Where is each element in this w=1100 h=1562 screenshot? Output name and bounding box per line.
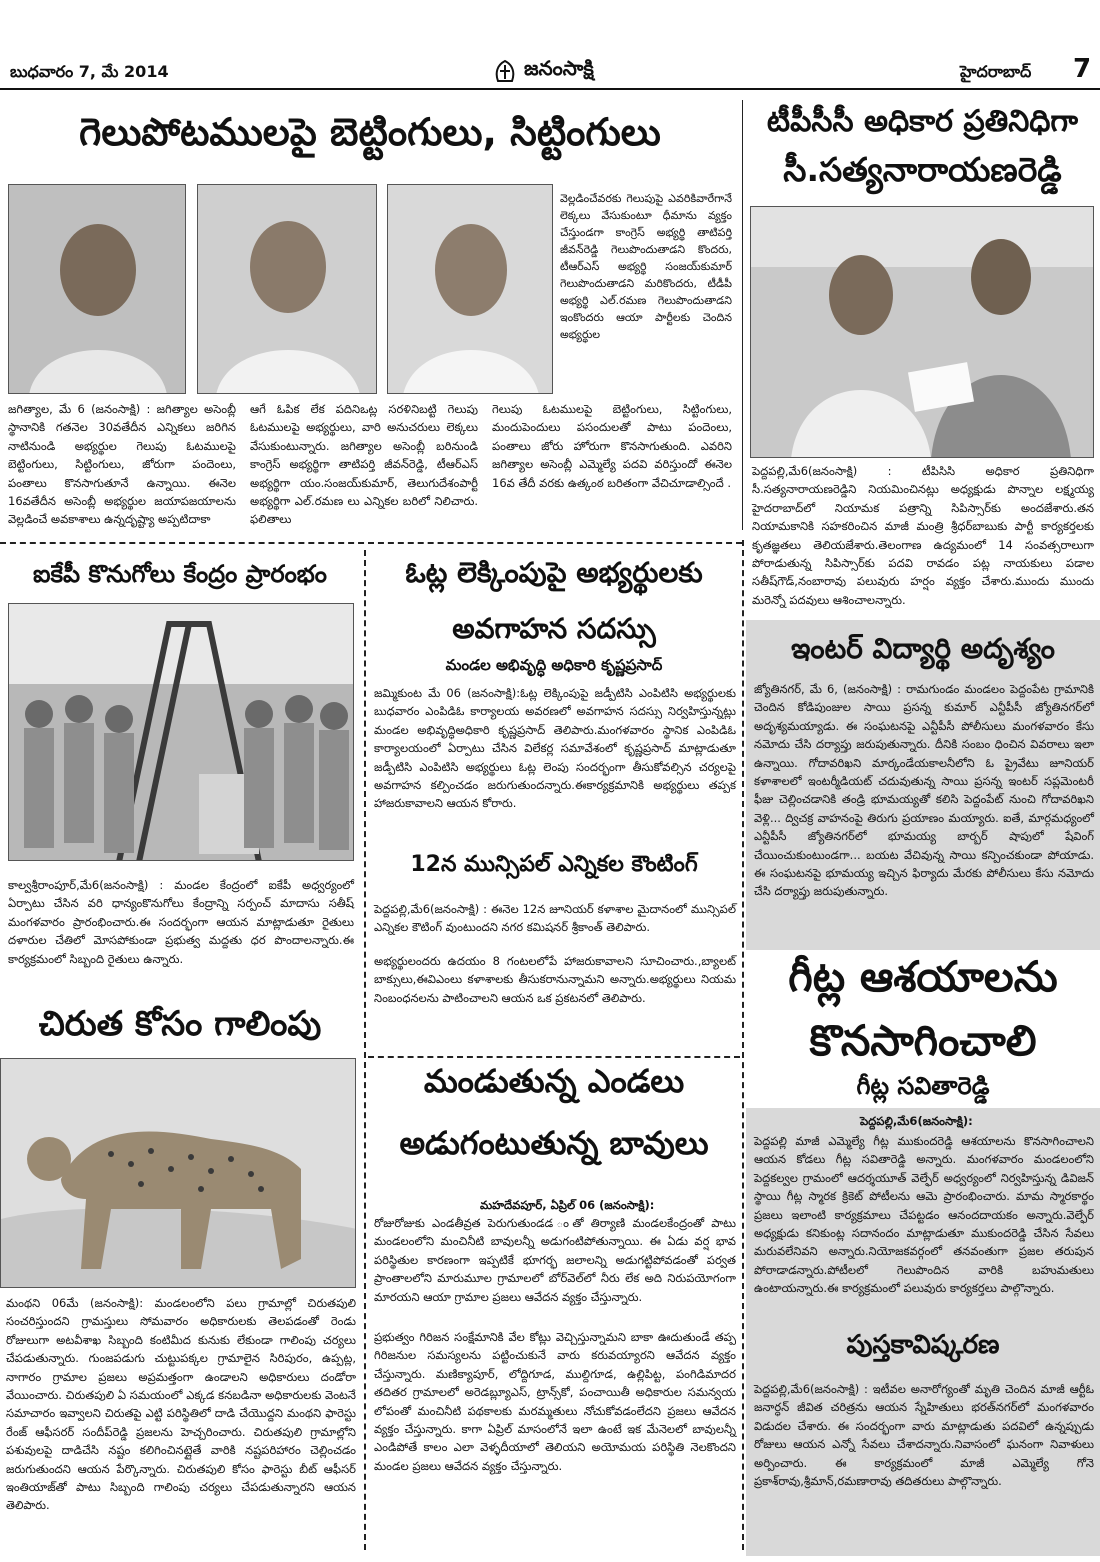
paper-name: జనంసాక్షి [524,56,594,80]
a9-body: పెద్దపల్లి మాజీ ఎమ్మెల్యే గీట్ల ముకుందరెడ్డి ఆశయాలను కొనసాగించాలని ఆయన కోడలు గీట్ల సవితారెడ్డి అన్నారు. మంగళవారం మండలంలోని పెద్దకల్వల గ్రామంలో ఆదర్శయూత్ వెల్ఫేర్ అధ్వర్యంలో నిర్వహిస్తున్న డివిజన్ స్థాయి గీట్ల స్మారక క్రికెట్ పోటీలను ఆమె ప్రారంభించారు. మామ స్మారకార్థం ప్రజలు ఇలాంటి కార్యక్రమాలు చేపట్టడం ఆనందదాయకం అన్నారు.వెల్ఫేర్ అధ్యక్షుడు కనికుంట్ల సదానందం మాట్లాడుతూ ముకుందరెడ్డి చేసిన సేవలు మరువలేనివని అన్నారు.నియోజకవర్గంలో తనవంతుగా ప్రజల తరుపున పోరాడాడన్నారు.పోటీలలో గెలుపొందిన వారికి బహుమతులు ఉంటాయన్నారు.ఈ కార్యక్రమంలో పలువురు కార్యకర్తలు పాల్గొన్నారు. [754,1134,1094,1296]
a7-body-2: ప్రభుత్వం గిరిజన సంక్షేమానికి వేల కోట్లు వెచ్చిస్తున్నామని బాకా ఊదుతుండే తప్ప గిరిజనుల సమస్యలను పట్టించుకునే వారు కరువయ్యారని ఆవేదన వ్యక్తం చేస్తున్నారు. మణిక్యాపూర్, లోద్దిగూడ, ముల్దిగూడ, ఉల్లిపిట్ట, పంగిడిమాదర తదితర గ్రామాలలో అరెడబ్ల్యూఎస్, ట్రాన్స్‌కో, పంచాయితీ అధికారుల సమన్వయ లోపంతో మంచినీటి పథకాలకు మరమ్మతులు నోచుకోవడంలేదని ప్రజలు ఆవేదన వ్యక్తం చేస్తున్నారు. కాగా ఏప్రిల్ మాసంలోనే ఇలా ఉంటే ఇక మేనెలలో బావులన్నీ ఎండిపోతే కాలం ఎలా వెళ్ళదీయాలో తెలియని అయోమయ పరిస్థితి నెలకొందని మండల ప్రజలు ఆవేదన వ్యక్తం చేస్తున్నారు. [374,1330,736,1473]
a7-headline-line-1: మండుతున్న ఎండలు [423,1062,685,1100]
a1-photo-3 [387,184,553,394]
page-number: 7 [1073,54,1092,84]
issue-date: బుధవారం 7, మే 2014 [10,62,169,81]
a1-column-1: జగిత్యాల, మే 6 (జనంసాక్షి) : జగిత్యాల అసెంబ్లీ స్థానానికి గతనెల 30వతేదీన ఎన్నికలు జరిగిన నాటినుండి అభ్యర్థుల గెలుపు ఓటములపై బెట్టింగులు, సిట్టింగులు, జోరుగా పందెంలు, పంతాలు కొనసాగుతూనే ఉన్నాయి. ఈనెల 16వతేదీన అసెంబ్లీ అభ్యర్థుల జయాపజయాలను వెల్లడించే అవకాశాలు ఉన్నదృష్ట్యా అప్పటిదాకా [8,402,236,527]
a8-body: జ్యోతినగర్, మే 6, (జనంసాక్షి) : రామగుండం మండలం పెద్దంపేట గ్రామానికి చెందిన కోడిపుంజుల సాయి ప్రసన్న కుమార్ ఎన్టీపీసీ జ్యోతినగర్‌లో అదృశ్యమయ్యాడు. ఈ సంఘటనపై ఎన్టీపీసీ పోలీసులు మంగళవారం కేసు నమోదు చేసి దర్యాప్తు జరుపుతున్నారు. దీనికి సంబం ధించిన వివరాలు ఇలా ఉన్నాయి. గోదావరిఖని మార్కండేయకాలనీలోని ఓ ప్రైవేటు జూనియర్ కళాశాలలో ఇంటర్మీడియట్ చదువుతున్న సాయి ప్రసన్న ఇంటర్ సప్లమెంటరీ ఫీజు చెల్లించడానికి తండ్రి భూమయ్యతో కలిసి పెద్దంపేట్ నుంచి గోదావరిఖని వెళ్లి... ద్విచక్ర వాహనంపై తిరుగు ప్రయాణం మయ్యారు. ఐతే, మార్గమధ్యంలో ఎన్టీపీసీ జ్యోతినగర్‌లో భూమయ్య బార్బర్ షాపులో షేవింగ్ చేయించుకుంటుండగా... బయట వేచివున్న సాయి కన్పించకుండా పోయాడు. ఈ సంఘటనపై భూమయ్య ఇచ్చిన ఫిర్యాదు మేరకు పోలీసులు కేసు నమోదు చేసి దర్యాప్తు జరుపుతున్నారు. [754,682,1094,899]
a2-headline-line-1: టీపీసీసీ అధికార ప్రతినిధిగా [766,104,1079,139]
section-divider-middle [368,1056,740,1058]
a9-subheadline: గీట్ల సవితారెడ్డి [856,1072,990,1100]
a1-photo-2 [197,184,377,394]
section-divider-top [0,542,742,544]
a4-body: మంథని 06మే (జనంసాక్షి): మండలంలోని పలు గ్రామాల్లో చిరుతపులి సంచరిస్తుందని గ్రామస్తులు సోమవారం అధికారులకు తెలపడంతో రెండు రోజులుగా అటవీశాఖ సిబ్బంది కంటిమీద కునుకు లేకుండా గాలింపు చర్యలు చేపడుతున్నారు. గుంజపడుగు చుట్టుపక్కల గ్రామాలైన సిరిపురం, ఉప్పట్ల, నాగారం గ్రామాల ప్రజలు అప్రమత్తంగా ఉండాలని అధికారులు దండోరా వేయించారు. చిరుతపులి ఏ సమయంలో ఎక్కడ కనబడినా అధికారులకు వెంటనే సమాచారం ఇవ్వాలని చిరుతపై ఎట్టి పరిస్థితిలో దాడి చేయొద్దని మంథని ఫారెస్టు రేంజ్ ఆఫీసరర్ సందీప్‌రెడ్డి ప్రజలను హెచ్చరించారు. చిరుతపులి గ్రామాల్లోని పశువులపై దాడిచేసి నష్టం కలిగించినట్లైతే వారికి నష్టపరిహారం చెల్లించడం జరుగుతుందని ఆయన పేర్కొన్నారు. చిరుతపులి కోసం ఫారెస్టు బీట్ ఆఫీసర్ ఇంతియాజ్‌తో పాటు సిబ్బంది గాలింపు చర్యలు చేపడుతున్నారని ఆయన తెలిపారు. [6,1296,356,1513]
a4-photo [0,1058,356,1288]
a10-headline: పుస్తకావిష్కరణ [846,1330,1000,1360]
masthead-logo-icon [492,59,518,83]
a5-headline-line-1: ఓట్ల లెక్కింపుపై అభ్యర్థులకు [405,556,703,589]
a2-headline-line-2: సీ.సత్యనారాయణరెడ్డి [783,150,1062,189]
a9-dateline: పెద్దపల్లి,మే6(జనంసాక్షి): [860,1114,973,1128]
a1-headline: గెలుపోటములపై బెట్టింగులు, సిట్టింగులు [79,110,661,154]
a1-column-2: ఆగే ఓపిక లేక పదినిఒట్ల సరళినిబట్టి గెలుపు ఓటములపై అభ్యర్థులు, వారి అనుచరులు లెక్కలు వేసుకుంటున్నారు. జగిత్యాల అసెంబ్లీ బరినుండి కాంగ్రెస్ అభ్యర్థిగా తాటిపర్తి జీవన్‌రెడ్డి, టీఆర్‌ఎస్ అభ్యర్థిగా యం.సంజయ్‌కుమార్, తెలుగుదేశంపార్టీ అభ్యర్థిగా ఎల్.రమణ లు ఎన్నికల బరిలో నిలిచారు. ఫలితాలు [250,402,478,527]
a1-column-3: గెలుపు ఓటములపై బెట్టింగులు, సిట్టింగులు, మందుపెందులు పసందులతో పాటు పందెంలు, పంతాలు జోరు హోరుగా కొనసాగుతుంది. ఎవరిని జగిత్యాల అసెంబ్లీ ఎమ్మెల్యే పదవి వరిస్తుందో ఈనెల 16వ తేదీ వరకు ఉత్కంఠ బరితంగా వేచిచూడాల్సిందే . [492,402,732,490]
masthead [492,56,594,85]
a3-body: కాల్వశ్రీరాంపూర్,మే6(జనంసాక్షి) : మండల కేంద్రంలో ఐకేపీ అధ్వర్యంలో ఏర్పాటు చేసిన వరి ధాన్యంకొనుగోలు కేంద్రాన్ని సర్పంచ్ మాదాసు సతీష్ మంగళవారం ప్రారంభించారు.ఈ సందర్భంగా ఆయన మాట్లాడుతూ రైతులు దళారుల చేతిలో మోసపోకుండా ప్రభుత్వ మద్దతు ధర పొందాలన్నారు.ఈ కార్యక్రమంలో సిబ్బంది రైతులు ఉన్నారు. [8,878,354,966]
a9-headline-line-1: గీట్ల ఆశయాలను [788,952,1058,1001]
a6-body-2: అభ్యర్థులందరు ఉదయం 8 గంటలలోపే హాజరుకావాలని సూచించారు.,బ్యాలట్ బాక్సులు,ఈవిఎంలు కళాశాలకు తీసుకరానున్నామని అన్నారు.అభ్యర్థులు నియమ నింబంధనలను పాటించాలని ఆయన ఒక ప్రకటనలో తెలిపారు. [374,954,736,1005]
a5-headline-line-2: అవగాహన సదస్సు [452,612,656,645]
a1-side-text: వెల్లడించేవరకు గెలుపుపై ఎవరికివారేగానే లెక్కలు వేసుకుంటూ ధీమాను వ్యక్తం చేస్తుండగా కాంగ్రెస్ అభ్యర్థి తాటిపర్తి జీవన్‌రెడ్డి గెలుపొందుతాడని కొందరు, టీఆర్‌ఎస్ అభ్యర్థి సంజయ్‌కుమార్ గెలుపొందుతాడని మరికొందరు, టీడీపీ అభ్యర్థి ఎల్.రమణ గెలుపొందుతాడని ఇంకొందరు ఆయా పార్టీలకు చెందిన అభ్యర్థుల [560,192,732,342]
a5-subheadline: మండల అభివృద్ధి అధికారి కృష్ణప్రసాద్ [445,656,663,674]
city-label: హైదరాబాద్ [960,62,1032,81]
a9-headline-line-2: కొనసాగించాలి [809,1016,1037,1065]
column-divider-left [364,550,366,1550]
a7-dateline: మహదేవపూర్, ఏప్రిల్ 06 (జనంసాక్షి): [480,1198,655,1212]
a1-divider-right [742,100,743,530]
header-rule [0,88,1100,90]
a5-body: జమ్మికుంట మే 06 (జనంసాక్షి):ఓట్ల లెక్కింపుపై జడ్పీటిసి ఎంపిటిసి అభ్యర్థులకు బుధవారం ఎంపిడిఓ కార్యాలయ అవరణలో అవగాహన సదస్సు నిర్వహిస్తున్నట్లు మండల అభివృద్ధిఅధికారి కృష్ణప్రసాద్ తెలిపారు.మంగళవారం స్థానిక ఎంపిడిఓ కార్యాలయంలో ఏర్పాటు చేసిన విలేకర్ల సమావేశంలో కృష్ణప్రసాద్ మాట్లాడుతూ జడ్పీటిసి ఎంపిటిసి అభ్యర్థులు ఓట్ల లెంపు సందర్భంగా తీసుకోవల్సిన చర్యలపై అవగాహన కల్పించడం జరుగుతుందన్నారు.ఈకార్యక్రమానికి అభ్యర్థులు తప్పక హాజరుకావాలని ఆయన కోరారు. [374,686,736,811]
a2-photo [750,206,1094,458]
a8-headline: ఇంటర్ విద్యార్థి అదృశ్యం [791,632,1055,665]
a6-body-1: పెద్దపల్లి,మే6(జనంసాక్షి) : ఈనెల 12న జూనియర్ కళాశాల మైదానంలో మున్సిపల్ ఎన్నికల కౌటింగ్ వుంటుందని నగర కమిషనర్ శ్రీకాంత్ తెలిపారు. [374,902,736,935]
a10-body: పెద్దపల్లి,మే6(జనంసాక్షి) : ఇటీవల అనారోగ్యంతో మృతి చెందిన మాజీ ఆర్టీఓ జనార్ధన్ జీవిత చరిత్రను ఆయన స్నేహితులు భరత్‌నగర్‌లో మంగళవారం విడుదల చేశారు. ఈ సందర్భంగా వారు మాట్లాడుతు పదవిలో ఉన్నప్పుడు రోజులు ఆయన ఎన్నో సేవలు చేశాదన్నారు.నివాసంలో ఘనంగా నివాళులు అర్పించారు. ఈ కార్యక్రమంలో మాజీ ఎమ్మెల్యే గోనె ప్రకాశ్‌రావు,శ్రీమాన్,రమణారావు తదితరులు పాల్గొన్నారు. [754,1382,1094,1488]
a3-photo [8,603,354,861]
a7-body-1: రోజురోజుకు ఎండతీవ్రత పెరుగుతుండడ ంతో తిర్యాణి మండలకేంద్రంతో పాటు మండలంలోని మంచినీటి బావులన్నీ అడుగంటిపోతున్నాయి. ఈ ఏడు వర్ష భావ పరిస్థితుల కారణంగా ఇప్పటికే భూగర్భ జలాలన్ని అడుగట్టిపోవడంతో పర్వత ప్రాంతాలలోని మారుమూల గ్రామాలలో బోర్‌వెల్‌లో నీరు లేక అది నిరుపయోగంగా మారయని ఆయా గ్రామాల ప్రజలు ఆవేదన వ్యక్తం చేస్తున్నారు. [374,1216,736,1304]
a4-headline: చిరుత కోసం గాలింపు [38,1004,322,1044]
a6-headline: 12న మున్సిపల్ ఎన్నికల కౌంటింగ్ [410,852,698,877]
column-divider-right [742,540,744,1550]
a7-headline-line-2: అడుగంటుతున్న బావులు [399,1124,709,1162]
a1-photo-1 [8,184,186,394]
a2-body: పెద్దపల్లి,మే6(జనంసాక్షి) : టీపిసిసి అధికార ప్రతినిధిగా సీ.సత్యనారాయణరెడ్డిని నియమించినట్లు అధ్యక్షుడు పొన్నాల లక్ష్మయ్య హైదరాబాద్‌లో నియామక పత్రాన్ని సిపిస్సార్‌కు అందజేశారు.తన నియామకానికి సహకరించిన మాజీ మంత్రి శ్రీధర్‌బాబుకు పార్టీ కార్యకర్తలకు కృతజ్ఞతలు తెలియజేశారు.తెలంగాణ ఉద్యమంలో 14 సంవత్సరాలుగా పోరాడుతున్న సిపిస్సార్‌కు పదవి రావడం పట్ల నాయకులు పడాల సతీష్‌గౌడ్,నంబారావు పలువురు హర్షం వ్యక్తం చేశారు.ముందు ముందు మరెన్నో పదవులు ఆశించాలన్నారు. [752,464,1094,607]
a3-headline: ఐకేపీ కొనుగోలు కేంద్రం ప్రారంభం [33,560,327,588]
